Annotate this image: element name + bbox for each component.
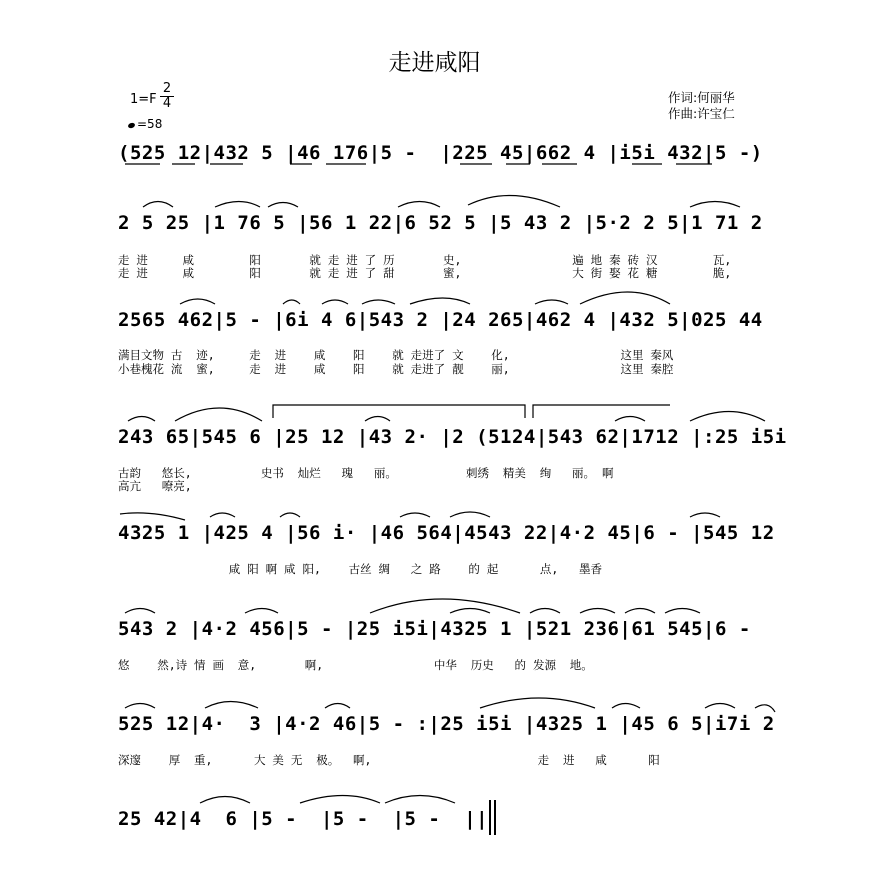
slur <box>215 202 260 208</box>
slur <box>410 298 470 304</box>
slur <box>322 300 348 304</box>
slur <box>580 609 615 614</box>
slur <box>690 412 765 422</box>
slur <box>210 513 235 517</box>
slur <box>325 704 350 709</box>
lyric-line-7a: 深邃 厚 重, 大 美 无 极。 啊, 走 进 咸 阳 <box>118 753 660 767</box>
lyric-line-5a: 咸 阳 啊 咸 阳, 古丝 绸 之 路 的 起 点, 墨香 <box>118 562 603 576</box>
staff-row-3: 2565 462|5 - |6i 4 6|543 2 |24 265|462 4 |432 5|025 44 <box>118 309 763 331</box>
slur <box>283 300 300 304</box>
time-signature-top: 2 <box>160 82 174 97</box>
slur <box>535 300 568 304</box>
key-signature: 1=F <box>130 92 157 107</box>
slur <box>125 704 155 709</box>
slur <box>125 609 155 614</box>
time-signature-bottom: 4 <box>162 96 172 111</box>
lyric-line-2a: 走 进 咸 阳 就 走 进 了 历 史, 遍 地 秦 砖 汉 瓦, <box>118 253 732 267</box>
credits <box>668 90 735 122</box>
lyric-line-4b: 高亢 嘹亮, <box>118 479 192 493</box>
tempo-value: =58 <box>137 117 163 131</box>
lyric-line-6a: 悠 然,诗 情 画 意, 啊, 中华 历史 的 发源 地。 <box>118 658 593 672</box>
final-barline <box>490 800 495 835</box>
tempo-marking <box>128 117 162 131</box>
slur <box>450 512 490 517</box>
slur <box>400 513 430 517</box>
score-title: 走进咸阳 <box>388 50 481 76</box>
time-signature <box>160 82 174 111</box>
slur <box>205 702 258 709</box>
slur <box>300 796 380 804</box>
quarter-note-icon <box>127 122 135 129</box>
slur <box>385 796 455 804</box>
volta-2 <box>533 405 670 418</box>
slur <box>128 417 155 422</box>
lyric-line-3b: 小巷槐花 流 蜜, 走 进 咸 阳 就 走进了 靓 丽, 这里 秦腔 <box>118 362 674 376</box>
slur <box>755 705 775 712</box>
slur <box>625 609 655 614</box>
slur <box>690 202 740 208</box>
slur <box>370 599 520 613</box>
slur <box>468 195 560 207</box>
slur <box>245 609 278 614</box>
lyric-line-2b: 走 进 咸 阳 就 走 进 了 甜 蜜, 大 街 娶 花 糖 脆, <box>118 266 732 280</box>
slur <box>175 408 262 421</box>
slur <box>612 704 640 709</box>
slur <box>398 202 440 208</box>
lyricist-credit: 作词:何丽华 <box>668 90 735 105</box>
slur <box>120 513 185 520</box>
slur <box>450 609 490 614</box>
staff-row-7: 525 12|4· 3 |4·2 46|5 - :|25 i5i |4325 1 |45 6 5|i7i 2 <box>118 713 775 735</box>
slur <box>665 609 700 614</box>
staff-row-8: 25 42|4 6 |5 - |5 - |5 - || <box>118 808 489 830</box>
slur <box>280 513 300 517</box>
composer-credit: 作曲:许宝仁 <box>668 106 735 121</box>
lyric-line-4a: 古韵 悠长, 史书 灿烂 瑰 丽。 刺绣 精美 绚 丽。 啊 <box>118 466 614 480</box>
slur <box>268 203 298 208</box>
staff-row-6: 543 2 |4·2 456|5 - |25 i5i|4325 1 |521 236|61 545|6 - <box>118 618 751 640</box>
staff-row-5: 4325 1 |425 4 |56 i· |46 564|4543 22|4·2 45|6 - |545 12 <box>118 522 775 544</box>
slur <box>200 797 250 804</box>
slur <box>615 417 645 422</box>
lyric-line-3a: 满目文物 古 迹, 走 进 咸 阳 就 走进了 文 化, 这里 秦风 <box>118 348 674 362</box>
slur <box>365 417 390 422</box>
slur <box>143 202 173 208</box>
slur <box>480 698 595 708</box>
slur <box>180 299 215 304</box>
staff-row-2: 2 5 25 |1 76 5 |56 1 22|6 52 5 |5 43 2 |5·2 2 5|1 71 2 <box>118 212 763 234</box>
slur <box>362 300 395 304</box>
staff-row-4: 243 65|545 6 |25 12 |43 2· |2 (5124|543 62|1712 |:25 i5i <box>118 426 787 448</box>
slur <box>690 513 720 517</box>
slur <box>705 704 735 709</box>
slur <box>580 292 670 304</box>
volta-1 <box>273 405 525 418</box>
staff-row-1: (525 12|432 5 |46 176|5 - |225 45|662 4 |i5i 432|5 -) <box>118 142 763 164</box>
slur <box>530 609 560 614</box>
